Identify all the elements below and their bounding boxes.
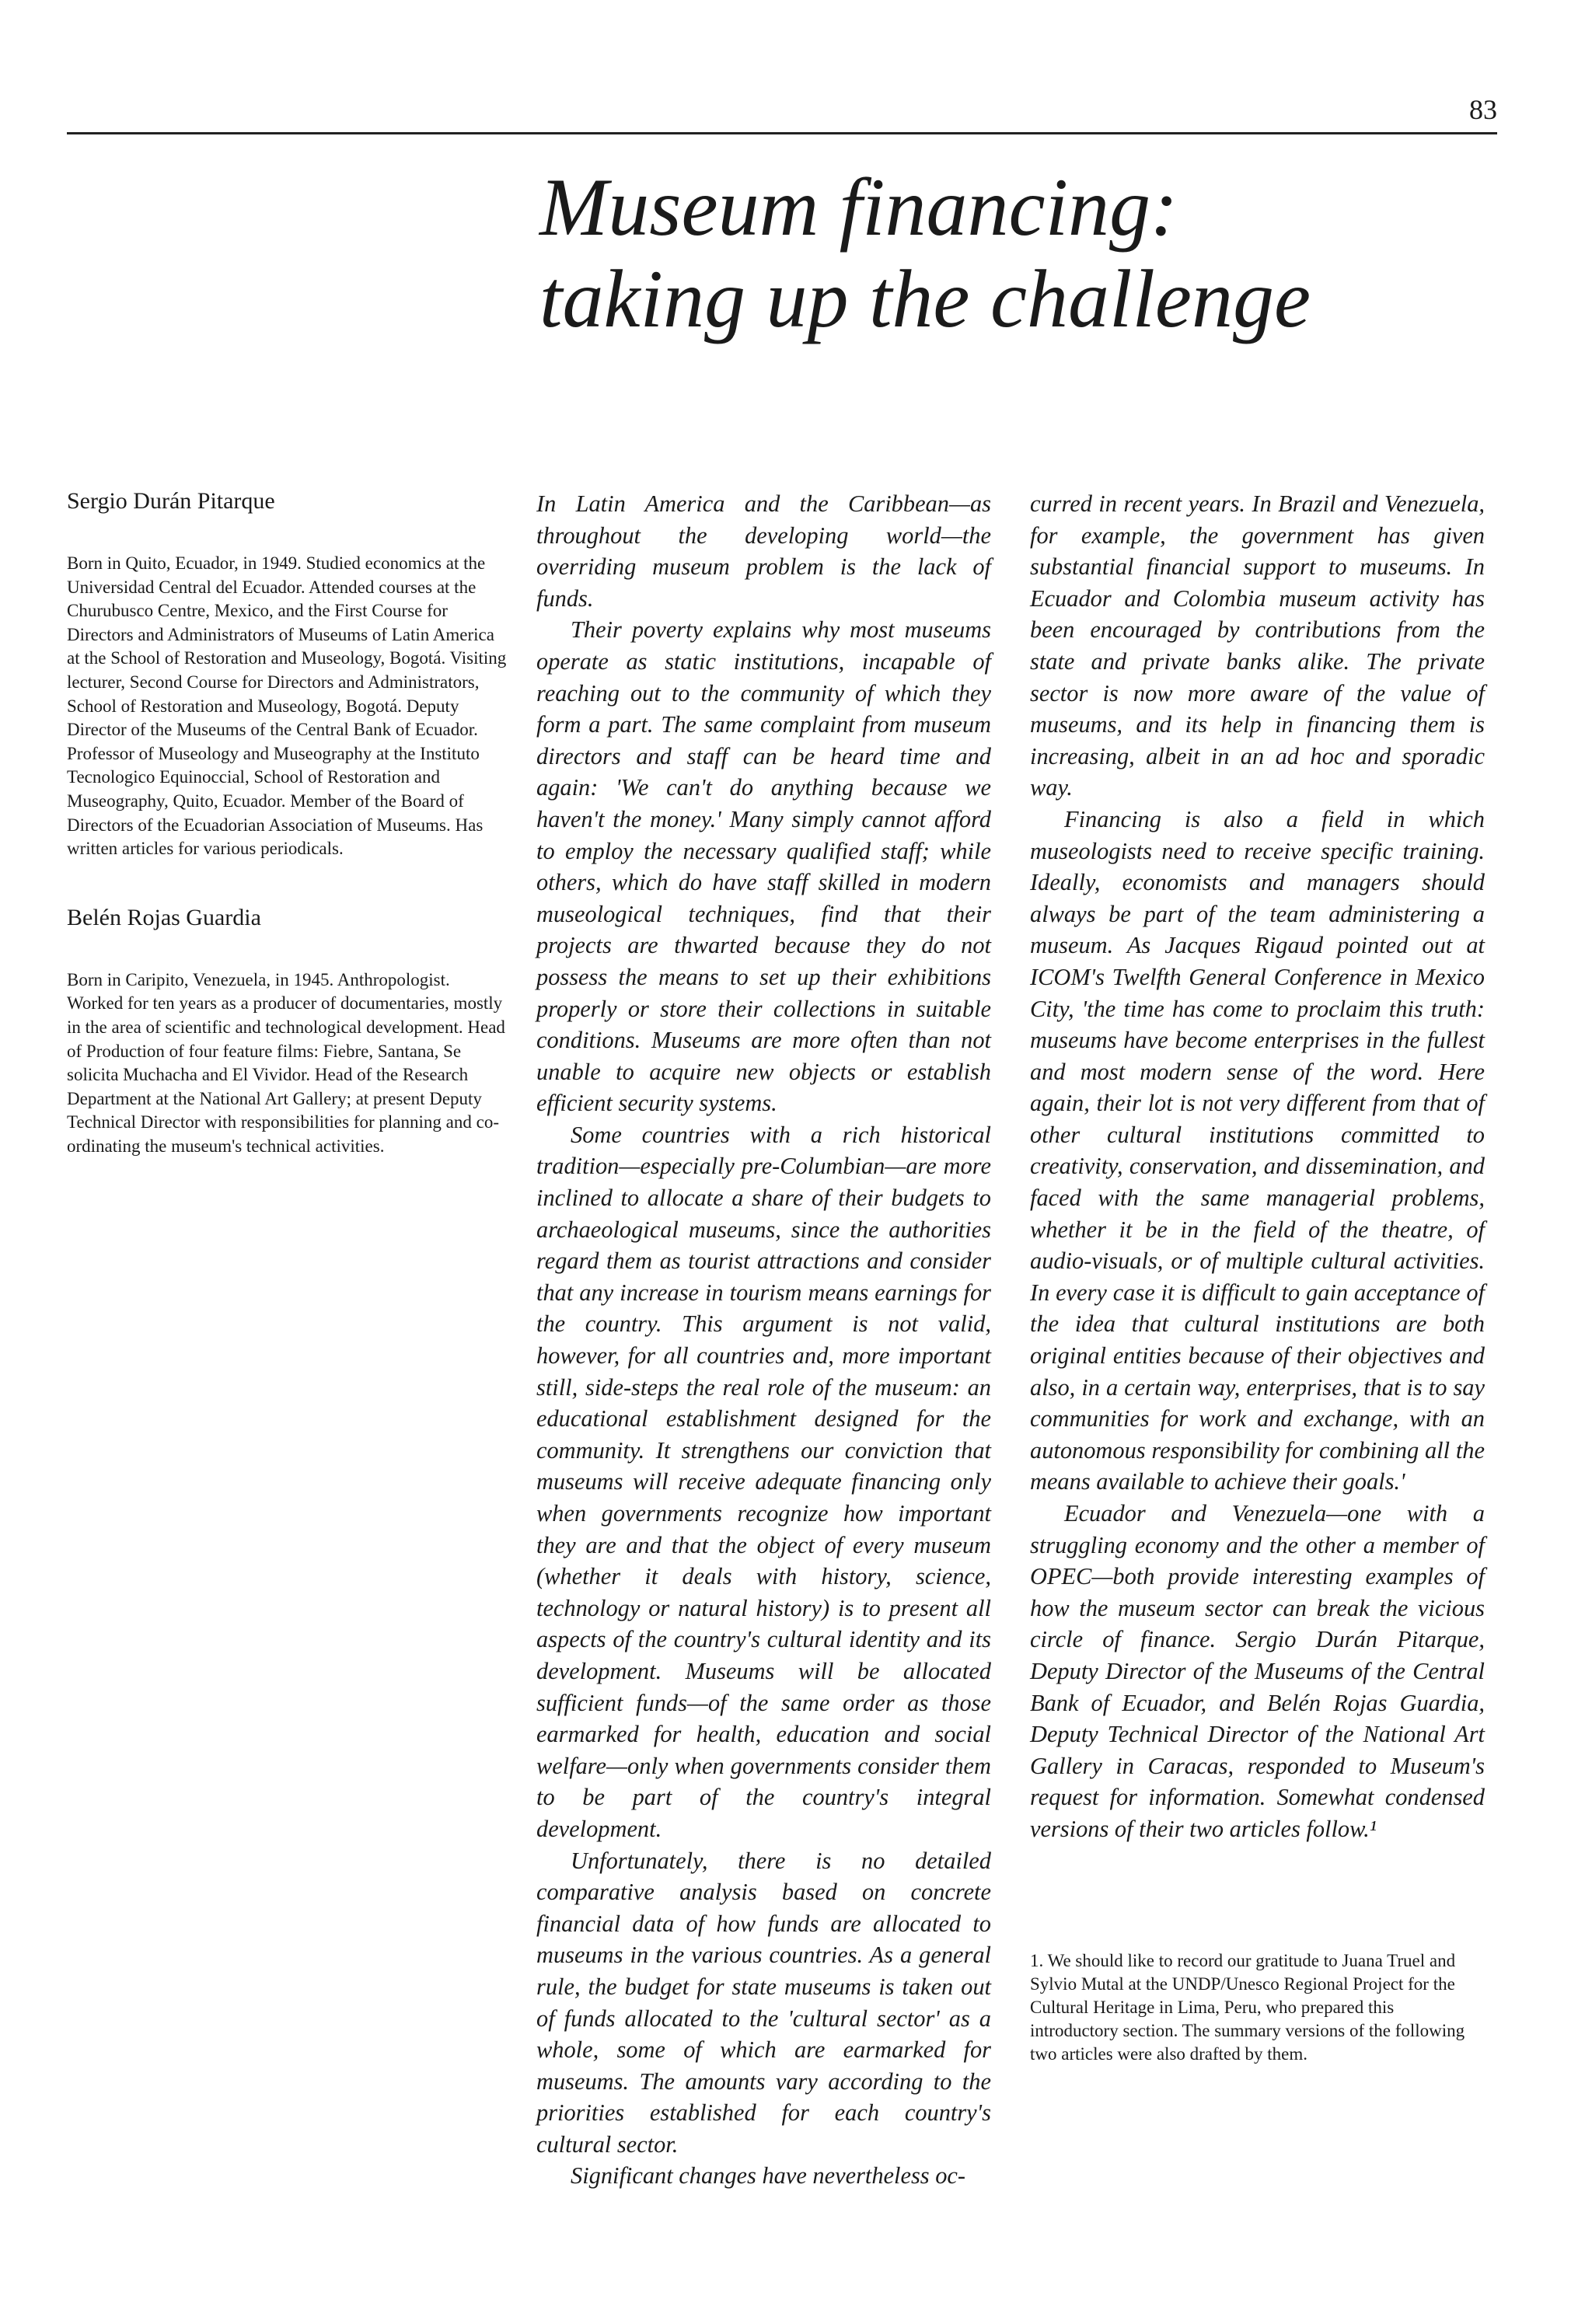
author-bio: Born in Quito, Ecuador, in 1949. Studied economics at the Universidad Central del Ecuador. Attended courses at the Churubusco Centre, Mexico, and the First Course for Directors and Administrators of Museums of Latin America at the School of Restoration and Museology, Bogotá. Visiting lecturer, Second Course for Directors and Administrators, School of Restoration and Museology, Bogotá. Deputy Director of the Museums of the Central Bank of Ecuador. Professor of Museology and Museography at the Instituto Tecnologico Equinoccial, School of Restoration and Museography, Quito, Ecuador. Member of the Board of Directors of the Ecuadorian Association of Museums. Has written articles for various periodicals. <box>67 553 507 859</box>
author-name: Sergio Durán Pitarque <box>67 488 275 514</box>
paragraph: Unfortunately, there is no detailed comparative analysis based on concrete financial data of how funds are allocated to museums in the various countries. As a general rule, the budget for state museums is taken out of funds allocated to the 'cultural sector' as a whole, some of which are earmarked for museums. The amounts vary according to the priorities established for each country's cultural sector. <box>536 1847 991 2158</box>
paragraph: Ecuador and Venezuela—one with a struggling economy and the other a member of OPEC—both provide interesting examples of how the museum sector can break the vicious circle of finance. Sergio Durán Pitarque, Deputy Director of the Museums of the Central Bank of Ecuador, and Belén Rojas Guardia, Deputy Technical Director of the National Art Gallery in Caracas, responded to Museum's request for information. Somewhat condensed versions of their two articles follow.¹ <box>1030 1500 1485 1842</box>
author-bio: Born in Caripito, Venezuela, in 1945. Anthropologist. Worked for ten years as a producer of documentaries, mostly in the area of scientific and technological development. Head of Production of four feature films: Fiebre, Santana, Se solicita Muchacha and El Vividor. Head of the Research Department at the National Art Gallery; at present Deputy Technical Director with responsibilities for planning and co-ordinating the museum's technical activities. <box>67 969 505 1156</box>
paragraph: Some countries with a rich historical tradition—especially pre-Columbian—are more inclined to allocate a share of their budgets to archaeological museums, since the authorities regard them as tourist attractions and consider that any increase in tourism means earnings for the country. This argument is not valid, however, for all countries and, more important still, side-steps the real role of the museum: an educational establishment designed for the community. It strengthens our conviction that museums will receive adequate financing only when governments recognize how important they are and that the object of every museum (whether it deals with history, science, technology or natural history) is to present all aspects of the country's cultural identity and its development. Museums will be allocated sufficient funds—of the same order as those earmarked for health, education and social welfare—only when governments consider them to be part of the country's integral development. <box>536 1121 991 1842</box>
author-name: Belén Rojas Guardia <box>67 904 261 930</box>
author-bios <box>67 488 508 1158</box>
header-rule <box>67 132 1497 134</box>
page-number: 83 <box>1469 94 1497 125</box>
footnote: 1. We should like to record our gratitude to Juana Truel and Sylvio Mutal at the UNDP/Unesco Regional Project for the Cultural Heritage in Lima, Peru, who prepared this introductory section. The summary versions of the following two articles were also drafted by them. <box>1030 1951 1465 2064</box>
article-title <box>539 162 1472 345</box>
paragraph: Financing is also a field in which museologists need to receive specific training. Ideally, economists and managers should always be part of the team administering a museum. As Jacques Rigaud pointed out at ICOM's Twelfth General Conference in Mexico City, 'the time has come to proclaim this truth: museums have become enterprises in the fullest and most modern sense of the word. Here again, their lot is not very different from that of other cultural institutions committed to creativity, conservation, and dissemination, and faced with the same managerial problems, whether it be in the field of the theatre, of audio-visuals, or of multiple cultural activities. In every case it is difficult to gain acceptance of the idea that cultural institutions are both original entities because of their objectives and also, in a certain way, enterprises, that is to say communities for work and exchange, with an autonomous responsibility for combining all the means available to achieve their goals.' <box>1030 805 1485 1495</box>
paragraph: curred in recent years. In Brazil and Venezuela, for example, the government has given substantial financial support to museums. In Ecuador and Colombia museum activity has been encouraged by contributions from the state and private banks alike. The private sector is now more aware of the value of museums, and its help in financing them is increasing, albeit in an ad hoc and sporadic way. <box>1030 490 1485 801</box>
article-column-2 <box>1030 488 1485 1845</box>
title-line-1: Museum financing: <box>539 162 1178 253</box>
article-column-1 <box>536 488 991 2192</box>
title-line-2: taking up the challenge <box>539 253 1311 344</box>
paragraph: Their poverty explains why most museums operate as static institutions, incapable of reaching out to the community of which they form a part. The same complaint from museum directors and staff can be heard time and again: 'We can't do anything because we haven't the money.' Many simply cannot afford to employ the necessary qualified staff; while others, which do have staff skilled in modern museological techniques, find that their projects are thwarted because they do not possess the means to set up their exhibitions properly or store their collections in suitable conditions. Museums are more often than not unable to acquire new objects or establish efficient security systems. <box>536 616 991 1117</box>
paragraph: Significant changes have nevertheless oc- <box>571 2162 966 2190</box>
paragraph: In Latin America and the Caribbean—as throughout the developing world—the overriding museum problem is the lack of funds. <box>536 490 991 612</box>
